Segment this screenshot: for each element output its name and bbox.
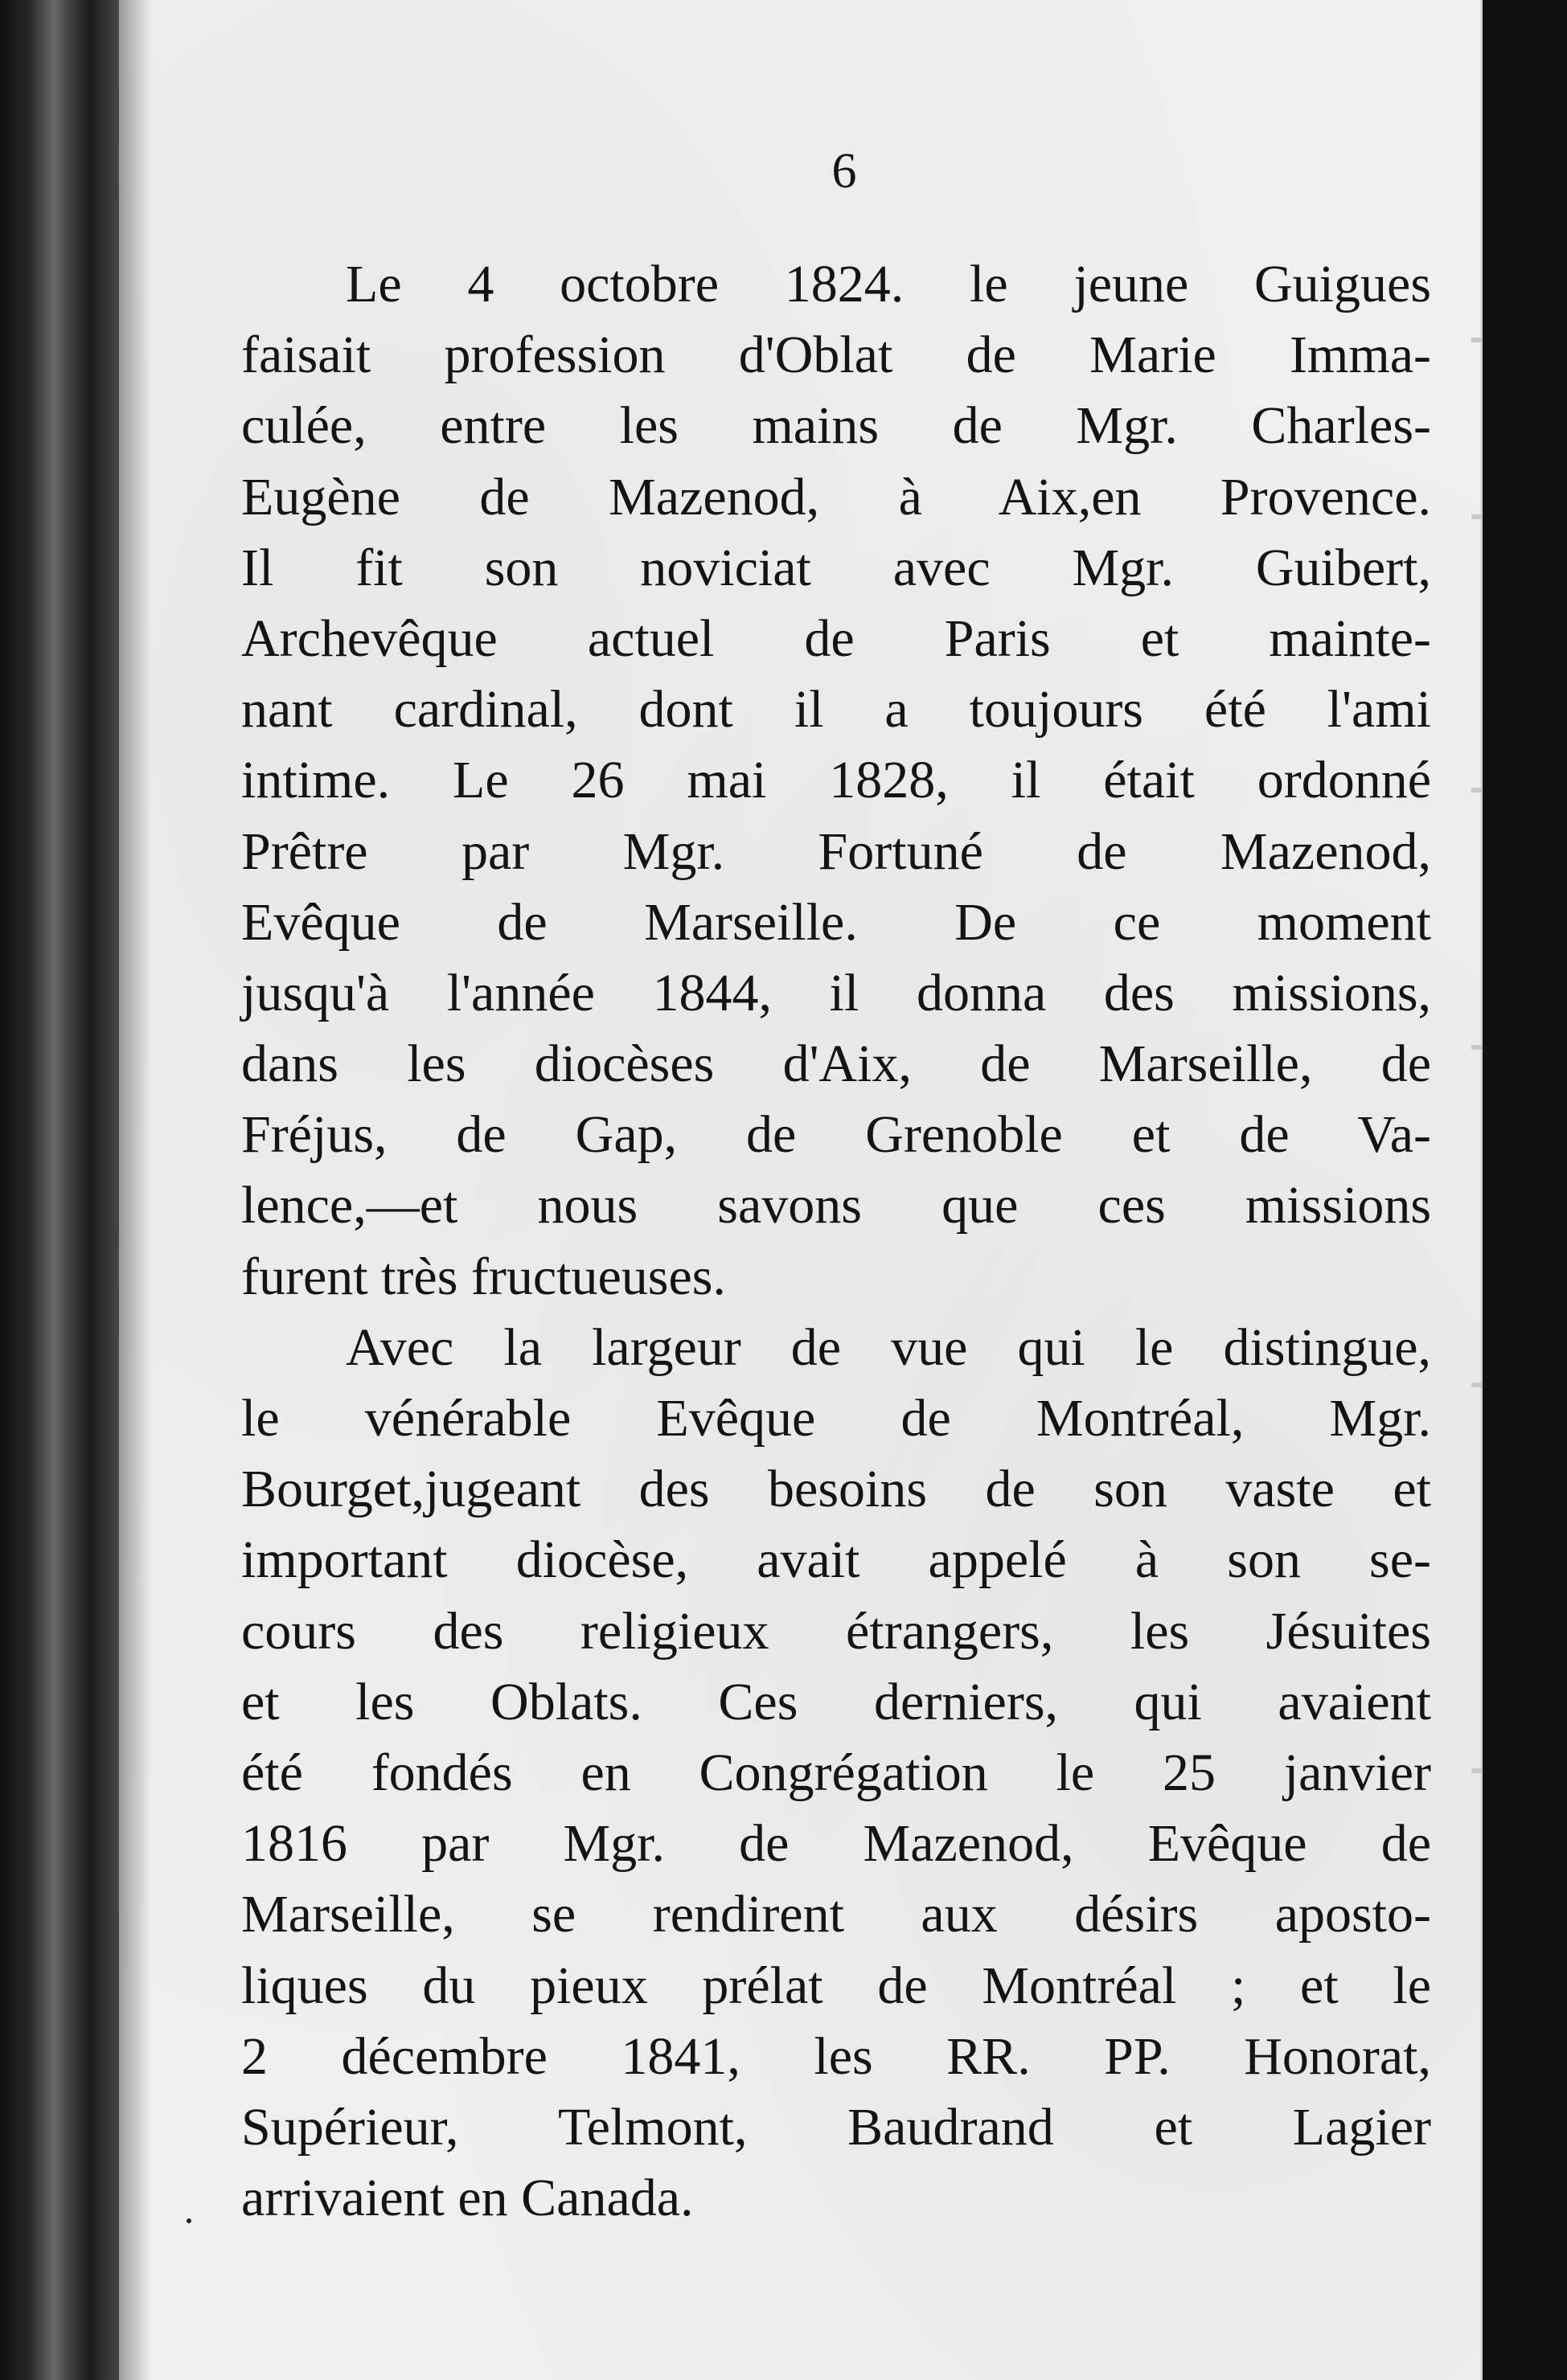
bleed-through-mark [1471, 514, 1483, 519]
page-number: 6 [831, 144, 857, 199]
text-line: Le 4 octobre 1824. le jeune Guigues [346, 255, 1431, 313]
text-line: Fréjus, de Gap, de Grenoble et de Va- [241, 1105, 1431, 1165]
text-line: Il fit son noviciat avec Mgr. Guibert, [241, 538, 1431, 597]
book-spine-edge [0, 0, 121, 2380]
text-line: nant cardinal, dont il a toujours été l'ami [241, 680, 1431, 739]
text-line: culée, entre les mains de Mgr. Charles- [241, 396, 1431, 456]
text-line: été fondés en Congrégation le 25 janvier [241, 1743, 1431, 1802]
scan-border-right [1483, 0, 1567, 2380]
text-line: intime. Le 26 mai 1828, il était ordonné [241, 751, 1431, 810]
text-line: cours des religieux étrangers, les Jésuites [241, 1601, 1431, 1661]
text-line: dans les diocèses d'Aix, de Marseille, de [241, 1034, 1431, 1094]
text-line: arrivaient en Canada. [241, 2169, 694, 2228]
text-line: 2 décembre 1841, les RR. PP. Honorat, [241, 2026, 1431, 2086]
bleed-through-mark [1471, 1383, 1483, 1387]
bleed-through-mark [1471, 338, 1483, 342]
ink-speck [187, 2218, 191, 2223]
text-line: Evêque de Marseille. De ce moment [241, 892, 1431, 952]
bleed-through-mark [1471, 1045, 1483, 1050]
body-text [241, 249, 1431, 2234]
text-line: important diocèse, avait appelé à son se- [241, 1530, 1431, 1590]
text-line: furent très fructueuses. [241, 1247, 726, 1306]
text-line: Supérieur, Telmont, Baudrand et Lagier [241, 2097, 1431, 2157]
bleed-through-mark [1471, 1768, 1483, 1773]
text-line: Avec la largeur de vue qui le distingue, [346, 1317, 1431, 1377]
text-line: Eugène de Mazenod, à Aix,en Provence. [241, 467, 1431, 526]
text-line: et les Oblats. Ces derniers, qui avaient [241, 1672, 1431, 1731]
text-line: 1816 par Mgr. de Mazenod, Evêque de [241, 1814, 1431, 1874]
text-line: Prêtre par Mgr. Fortuné de Mazenod, [241, 821, 1431, 881]
text-line: le vénérable Evêque de Montréal, Mgr. [241, 1389, 1431, 1448]
gutter-shadow [119, 0, 151, 2380]
text-line: Bourget,jugeant des besoins de son vaste et [241, 1460, 1431, 1519]
text-line: jusqu'à l'année 1844, il donna des missions, [241, 963, 1431, 1022]
text-line: faisait profession d'Oblat de Marie Imma- [241, 326, 1431, 385]
text-line: lence,—et nous savons que ces missions [241, 1176, 1431, 1235]
text-line: Marseille, se rendirent aux désirs aposto- [241, 1885, 1431, 1944]
bleed-through-mark [1471, 788, 1483, 793]
text-line: liques du pieux prélat de Montréal ; et le [241, 1956, 1431, 2015]
text-line: Archevêque actuel de Paris et mainte- [241, 608, 1431, 668]
